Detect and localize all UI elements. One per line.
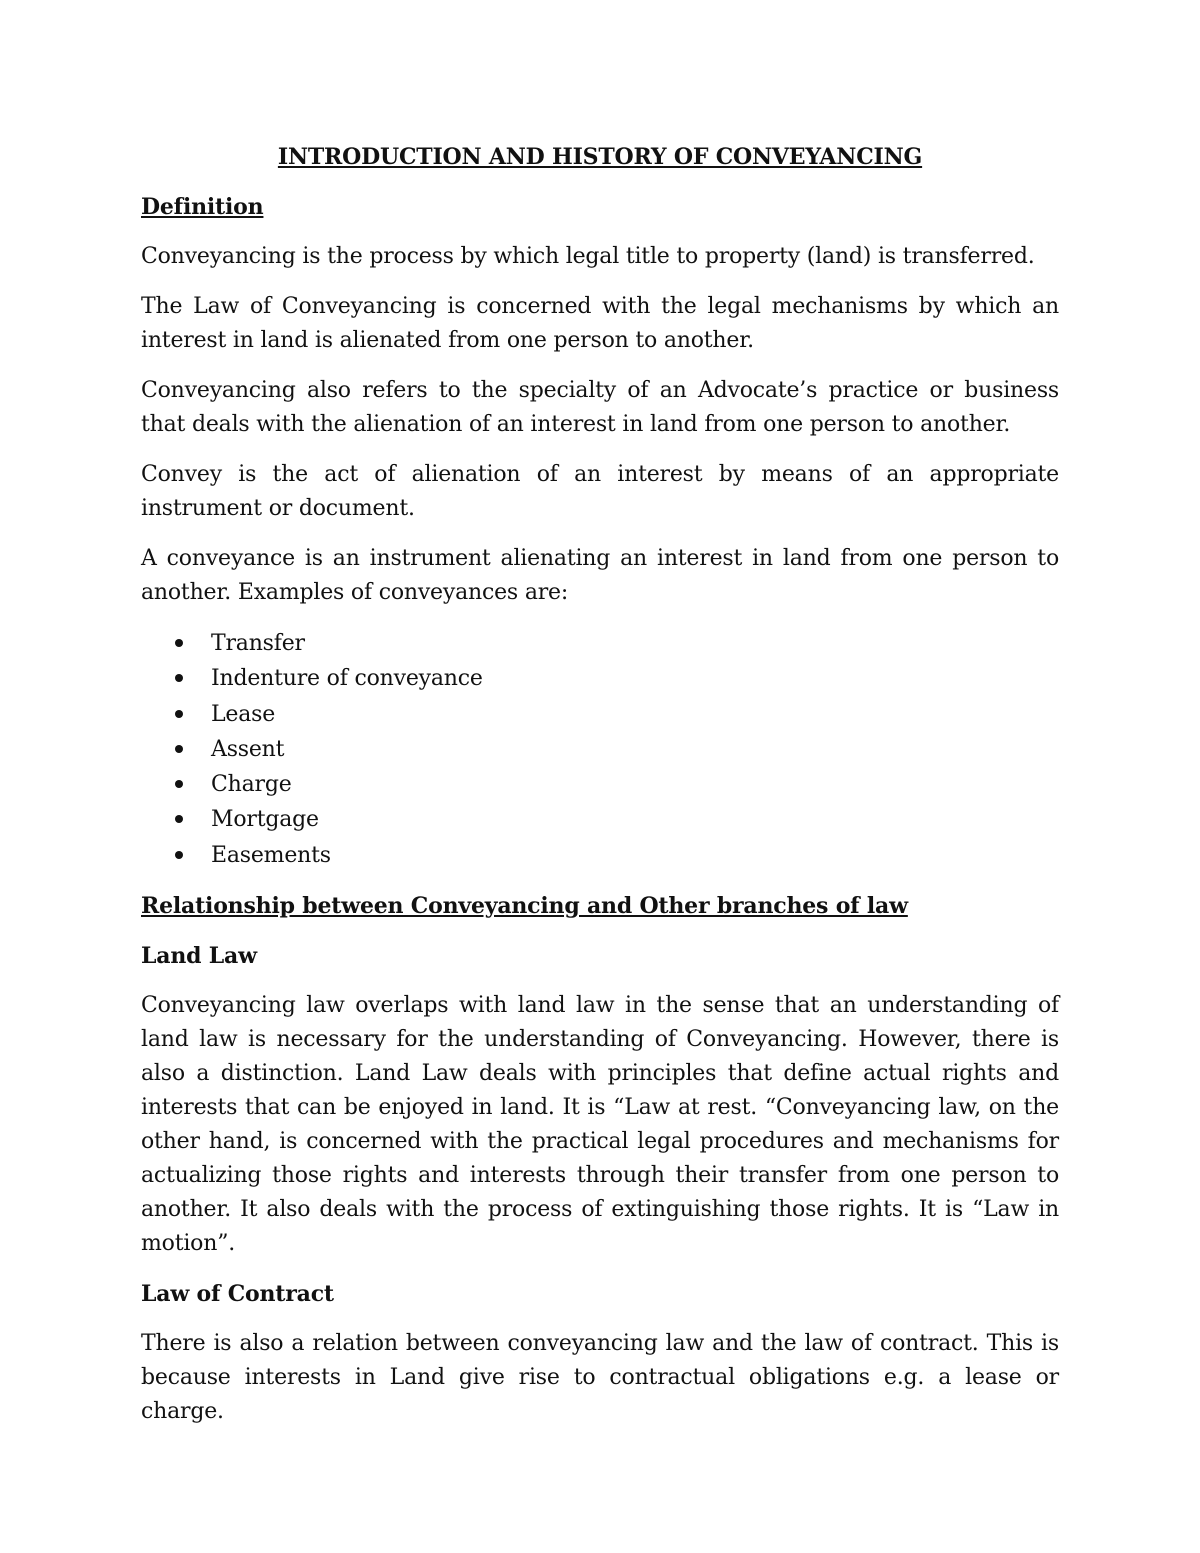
bullet-icon bbox=[175, 851, 183, 859]
list-item-text: Easements bbox=[211, 842, 331, 868]
list-item bbox=[141, 661, 1059, 696]
list-item-text: Mortgage bbox=[211, 807, 319, 833]
definition-paragraph-5: A conveyance is an instrument alienating an interest in land from one person to another. Examples of conveyances are: bbox=[141, 546, 1059, 605]
document-page bbox=[141, 140, 1059, 1445]
list-item-text: Assent bbox=[211, 736, 285, 762]
land-law-heading: Land Law bbox=[141, 943, 257, 970]
list-item-text: Transfer bbox=[211, 631, 305, 656]
bullet-icon bbox=[175, 780, 183, 788]
definition-paragraph-3: Conveyancing also refers to the specialty of an Advocate’s practice or business that deals with the alienation of an interest in land from one person to another. bbox=[141, 378, 1059, 437]
bullet-icon bbox=[175, 674, 183, 682]
definition-paragraph-4: Convey is the act of alienation of an interest by means of an appropriate instrument or document. bbox=[141, 462, 1059, 521]
list-item bbox=[141, 802, 1059, 837]
list-item-text: Indenture of conveyance bbox=[211, 666, 483, 692]
relationship-heading: Relationship between Conveyancing and Other branches of law bbox=[141, 893, 908, 920]
list-item bbox=[141, 697, 1059, 732]
definition-paragraph-2: The Law of Conveyancing is concerned with the legal mechanisms by which an interest in land is alienated from one person to another. bbox=[141, 294, 1059, 353]
list-item bbox=[141, 732, 1059, 767]
list-item bbox=[141, 626, 1059, 661]
bullet-icon bbox=[175, 815, 183, 823]
contract-heading: Law of Contract bbox=[141, 1281, 334, 1308]
bullet-icon bbox=[175, 639, 183, 647]
document-title: INTRODUCTION AND HISTORY OF CONVEYANCING bbox=[277, 144, 923, 170]
conveyance-examples-list bbox=[141, 626, 1059, 873]
definition-heading: Definition bbox=[141, 194, 264, 220]
contract-paragraph: There is also a relation between conveyancing law and the law of contract. This is because interests in Land give rise to contractual obligations e.g. a lease or charge. bbox=[141, 1331, 1059, 1425]
definition-paragraph-1: Conveyancing is the process by which legal title to property (land) is transferred. bbox=[141, 244, 1035, 269]
list-item bbox=[141, 767, 1059, 802]
list-item bbox=[141, 838, 1059, 873]
bullet-icon bbox=[175, 745, 183, 753]
list-item-text: Charge bbox=[211, 772, 292, 798]
land-law-paragraph: Conveyancing law overlaps with land law in the sense that an understanding of land law is necessary for the understanding of Conveyancing. However, there is also a distinction. Land Law deals with principles that define actual rights and interests that can be enjoyed in land. It is “Law at rest. “Conveyancing law, on the other hand, is concerned with the practical legal procedures and mechanisms for actualizing those rights and interests through their transfer from one person to another. It also deals with the process of extinguishing those rights. It is “Law in motion”. bbox=[141, 993, 1059, 1257]
bullet-icon bbox=[175, 710, 183, 718]
list-item-text: Lease bbox=[211, 701, 276, 727]
